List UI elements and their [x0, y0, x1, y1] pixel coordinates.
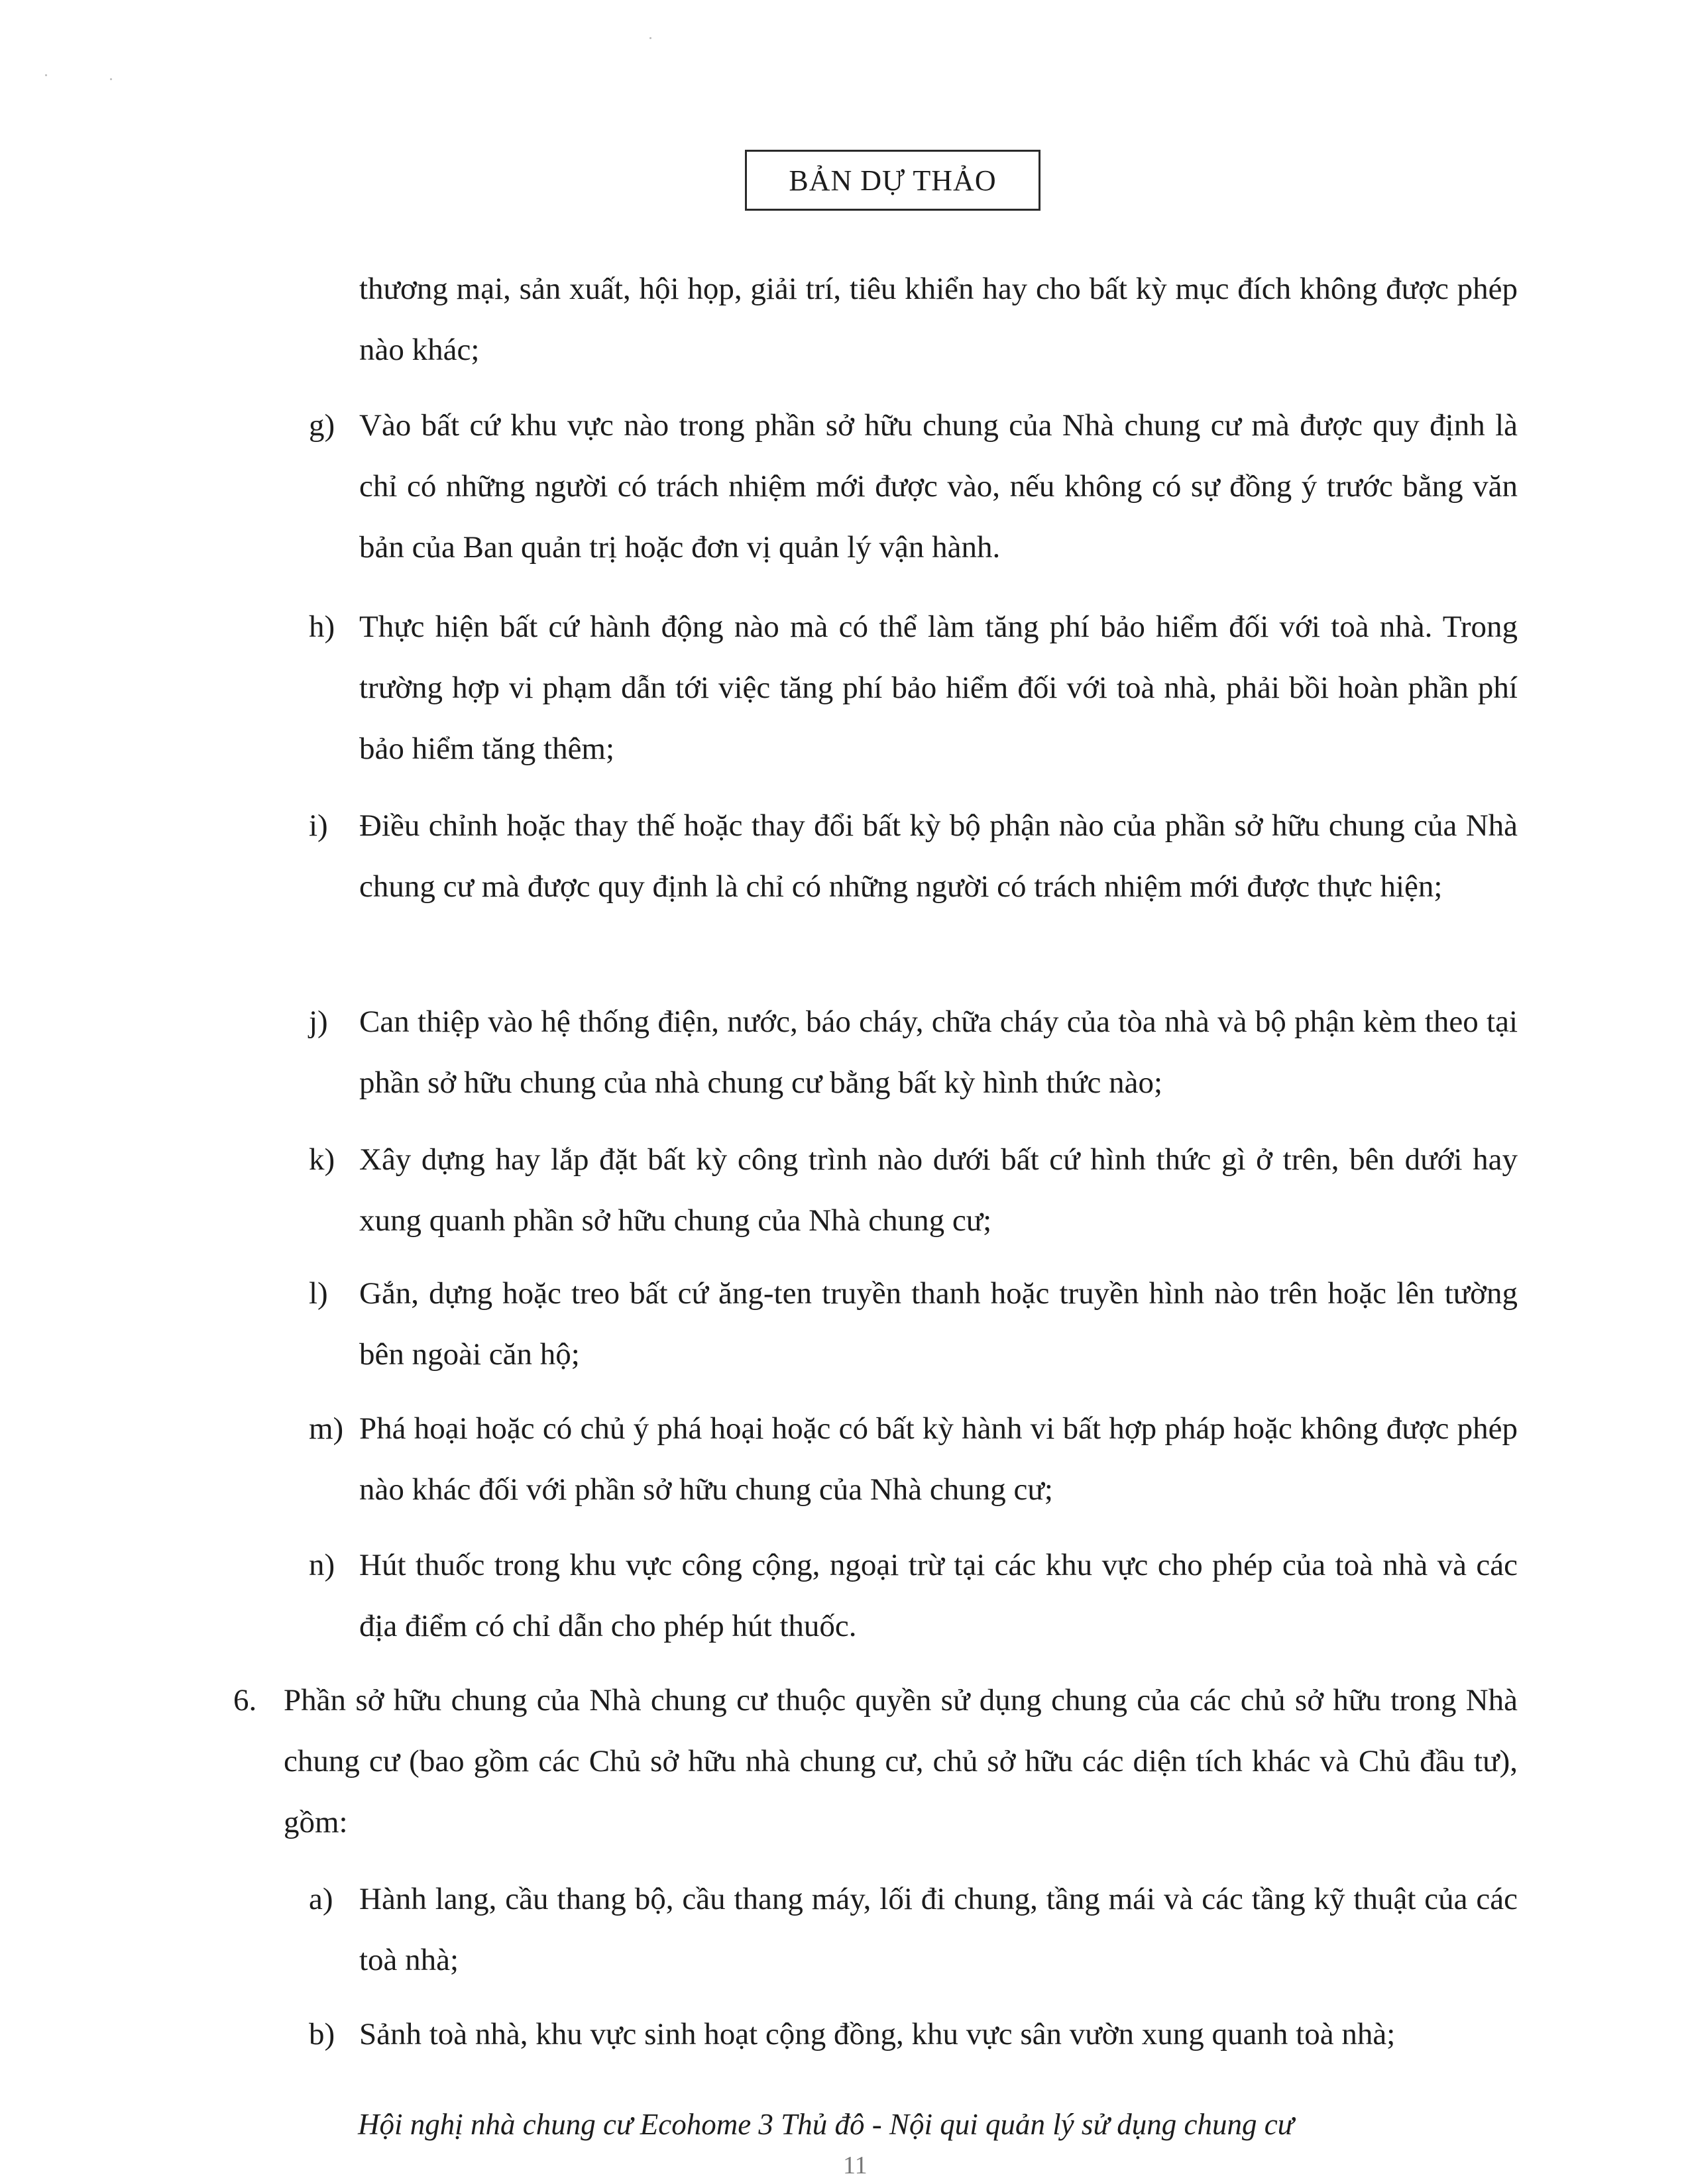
list-item-text: Sảnh toà nhà, khu vực sinh hoạt cộng đồng, khu vực sân vườn xung quanh toà nhà;	[359, 2017, 1396, 2051]
list-item-text: Thực hiện bất cứ hành động nào mà có thể làm tăng phí bảo hiểm đối với toà nhà. Trong trường hợp vi phạm dẫn tới việc tăng phí bảo hiểm đối với toà nhà, phải bồi hoàn phần phí bảo hiểm tăng thêm;	[359, 610, 1518, 766]
list-item-i	[309, 795, 1518, 917]
list-item-text: Hút thuốc trong khu vực công cộng, ngoại trừ tại các khu vực cho phép của toà nhà và các địa điểm có chỉ dẫn cho phép hút thuốc.	[359, 1548, 1518, 1643]
list-item-text: Xây dựng hay lắp đặt bất kỳ công trình nào dưới bất cứ hình thức gì ở trên, bên dưới hay xung quanh phần sở hữu chung của Nhà chung cư;	[359, 1142, 1518, 1238]
page-number: 11	[843, 2152, 868, 2179]
scan-speck	[110, 78, 112, 80]
list-item-text: Gắn, dựng hoặc treo bất cứ ăng-ten truyền thanh hoặc truyền hình nào trên hoặc lên tường bên ngoài căn hộ;	[359, 1276, 1518, 1372]
list-marker: i)	[309, 808, 328, 843]
list-item-g	[309, 395, 1518, 578]
section-marker: 6.	[233, 1683, 257, 1718]
list-item-k	[309, 1129, 1518, 1251]
page-footer: Hội nghị nhà chung cư Ecohome 3 Thủ đô - Nội qui quản lý sử dụng chung cư	[358, 2108, 1294, 2141]
scan-speck	[45, 74, 47, 76]
scan-speck	[649, 37, 651, 39]
list-marker: l)	[309, 1276, 328, 1311]
section-text: Phần sở hữu chung của Nhà chung cư thuộc quyền sử dụng chung của các chủ sở hữu trong Nhà chung cư (bao gồm các Chủ sở hữu nhà chung cư, chủ sở hữu các diện tích khác và Chủ đầu tư), gồm:	[284, 1683, 1518, 1839]
list-item-text: Vào bất cứ khu vực nào trong phần sở hữu chung của Nhà chung cư mà được quy định là chỉ có những người có trách nhiệm mới được vào, nếu không có sự đồng ý trước bằng văn bản của Ban quản trị hoặc đơn vị quản lý vận hành.	[359, 408, 1518, 565]
list-marker: m)	[309, 1411, 344, 1446]
list-item-j	[309, 991, 1518, 1113]
continuation-text: thương mại, sản xuất, hội họp, giải trí, tiêu khiển hay cho bất kỳ mục đích không được phép nào khác;	[359, 272, 1518, 367]
section-6	[233, 1670, 1518, 1853]
list-item-text: Can thiệp vào hệ thống điện, nước, báo cháy, chữa cháy của tòa nhà và bộ phận kèm theo tại phần sở hữu chung của nhà chung cư bằng bất kỳ hình thức nào;	[359, 1005, 1518, 1100]
list-item-text: Hành lang, cầu thang bộ, cầu thang máy, lối đi chung, tầng mái và các tầng kỹ thuật của các toà nhà;	[359, 1882, 1518, 1977]
list-marker: h)	[309, 610, 335, 644]
draft-label: BẢN DỰ THẢO	[789, 164, 997, 197]
list-item-l	[309, 1263, 1518, 1385]
continuation-paragraph	[359, 258, 1518, 380]
list-item-m	[309, 1398, 1518, 1520]
list-item-text: Điều chỉnh hoặc thay thế hoặc thay đổi bất kỳ bộ phận nào của phần sở hữu chung của Nhà chung cư mà được quy định là chỉ có những người có trách nhiệm mới được thực hiện;	[359, 808, 1518, 904]
list-marker: k)	[309, 1142, 335, 1177]
list-item-h	[309, 596, 1518, 779]
list-item-b	[309, 2004, 1518, 2065]
list-marker: a)	[309, 1882, 333, 1916]
draft-label-box	[745, 150, 1040, 211]
list-marker: g)	[309, 408, 335, 443]
list-marker: b)	[309, 2017, 335, 2051]
list-marker: n)	[309, 1548, 335, 1582]
list-item-a	[309, 1869, 1518, 1991]
list-item-text: Phá hoại hoặc có chủ ý phá hoại hoặc có bất kỳ hành vi bất hợp pháp hoặc không được phép nào khác đối với phần sở hữu chung của Nhà chung cư;	[359, 1411, 1518, 1507]
list-item-n	[309, 1535, 1518, 1657]
list-marker: j)	[309, 1005, 328, 1039]
